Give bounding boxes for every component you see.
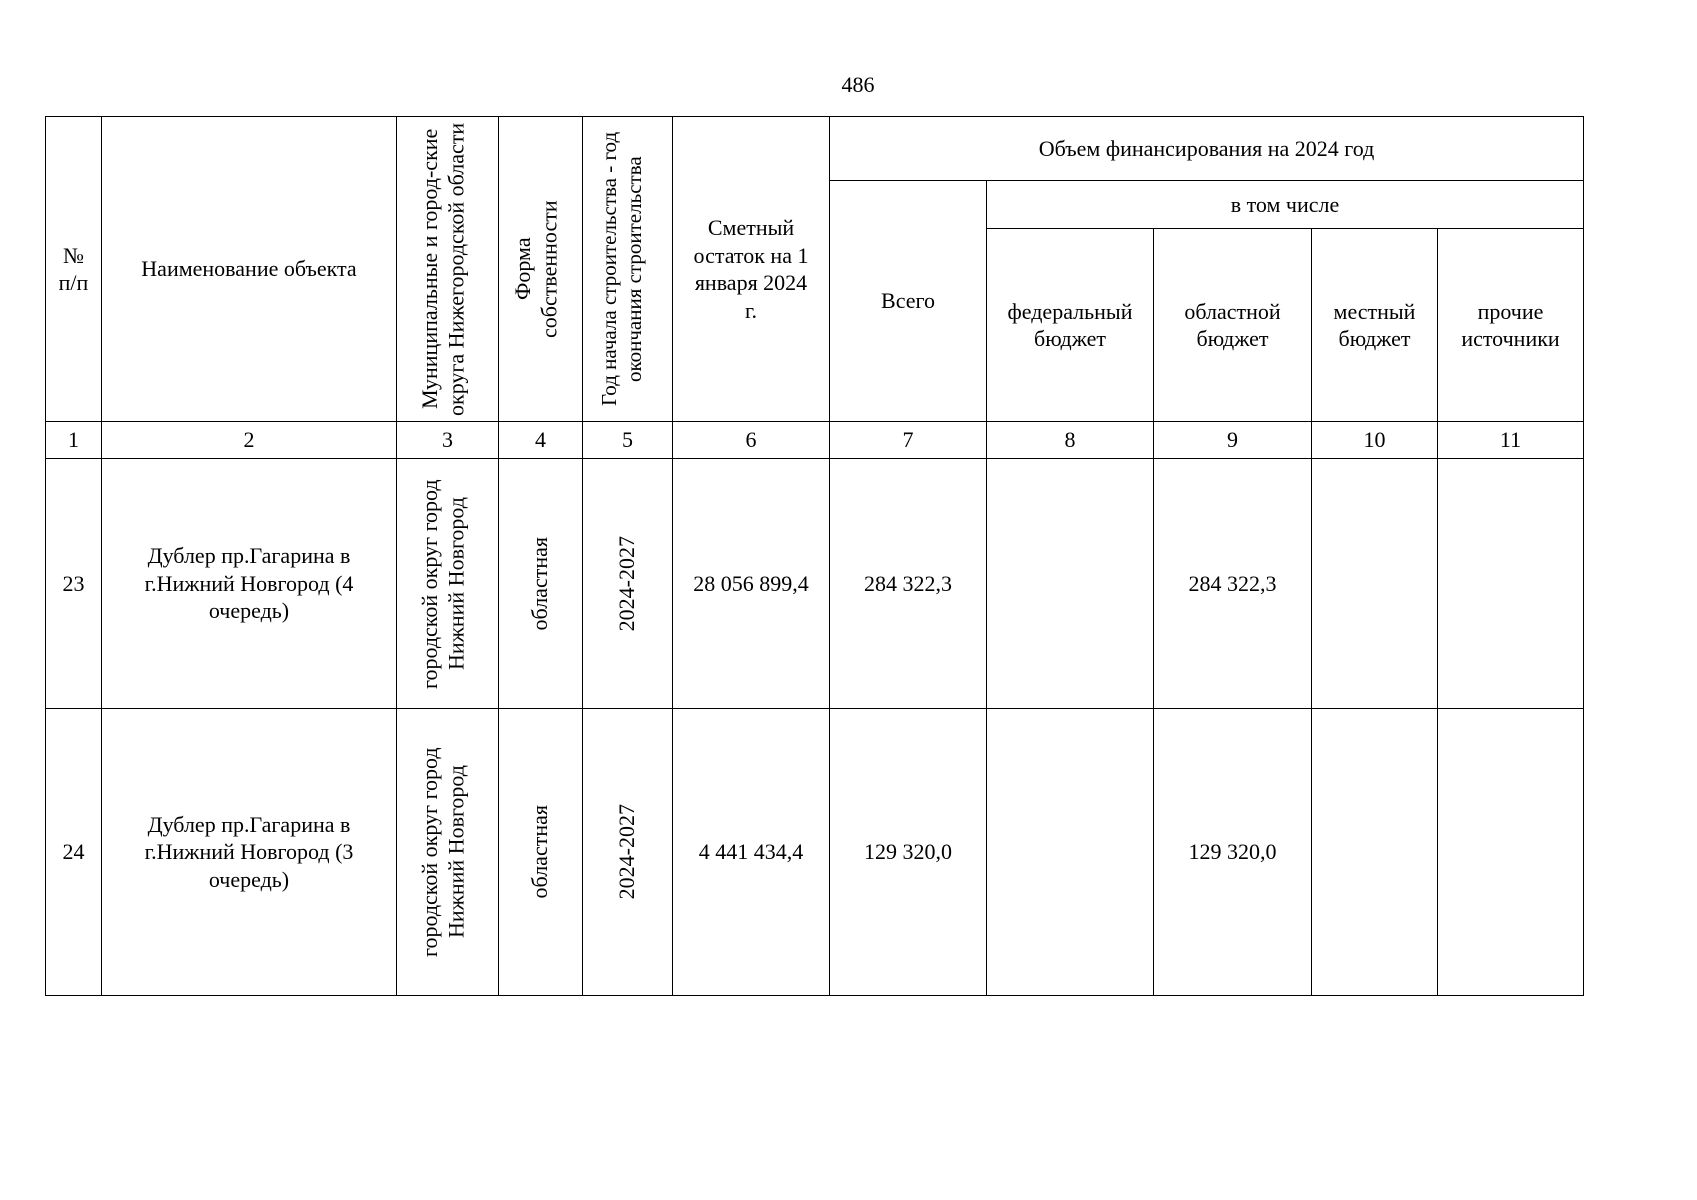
header-total [830,181,987,422]
row-municipality-cell [397,459,499,709]
column-number: 9 [1154,422,1312,459]
column-number: 4 [499,422,583,459]
header-municipality [397,117,499,422]
row-total: 284 322,3 [830,459,987,709]
header-name-label: Наименование объекта [141,256,357,282]
header-num [46,117,102,422]
header-years-label: Год начала строительства - год окончания строительства [596,131,646,407]
header-including-label: в том числе [1230,191,1340,217]
financing-table [45,116,1584,996]
header-ownership [499,117,583,422]
header-municipality-label: Муниципальные и город-ские округа Нижегородской области [416,122,468,416]
header-years [583,117,673,422]
header-federal [987,229,1154,422]
row-name: Дублер пр.Гагарина в г.Нижний Новгород (3 очередь) [102,709,397,996]
header-regional-label: областной бюджет [1184,298,1281,351]
column-number: 8 [987,422,1154,459]
row-years: 2024-2027 [614,535,640,632]
column-number: 3 [397,422,499,459]
row-balance: 4 441 434,4 [673,709,830,996]
row-other [1438,459,1584,709]
column-number: 6 [673,422,830,459]
column-number: 11 [1438,422,1584,459]
column-number: 2 [102,422,397,459]
table-row [46,459,1584,709]
row-local [1312,709,1438,996]
header-regional [1154,229,1312,422]
header-other [1438,229,1584,422]
header-including [987,181,1584,229]
row-ownership-cell [499,459,583,709]
table-row [46,709,1584,996]
header-ownership-label: Форма собственности [509,200,561,338]
header-total-label: Всего [881,288,935,314]
column-number-row [46,422,1584,459]
row-other [1438,709,1584,996]
row-years: 2024-2027 [614,804,640,900]
row-total: 129 320,0 [830,709,987,996]
row-regional: 129 320,0 [1154,709,1312,996]
row-municipality: городской округ город Нижний Новгород [416,478,468,689]
row-years-cell [583,459,673,709]
header-local-label: местный бюджет [1333,298,1416,351]
row-ownership-cell [499,709,583,996]
header-balance [673,117,830,422]
row-ownership: областная [527,805,553,899]
header-federal-label: федеральный бюджет [1007,298,1133,351]
column-number: 5 [583,422,673,459]
row-municipality: городской округ город Нижний Новгород [416,747,468,957]
row-municipality-cell [397,709,499,996]
row-federal [987,709,1154,996]
header-name [102,117,397,422]
column-number: 10 [1312,422,1438,459]
header-funding-group-label: Объем финансирования на 2024 год [1038,135,1375,161]
header-funding-group [830,117,1584,181]
header-local [1312,229,1438,422]
row-federal [987,459,1154,709]
header-other-label: прочие источники [1461,298,1560,351]
row-num: 23 [46,459,102,709]
page-number: 486 [841,72,875,97]
header-balance-label: Сметный остаток на 1 января 2024 г. [693,215,809,323]
header-num-label: № п/п [58,242,89,295]
row-years-cell [583,709,673,996]
row-local [1312,459,1438,709]
row-name: Дублер пр.Гагарина в г.Нижний Новгород (4 очередь) [102,459,397,709]
row-num: 24 [46,709,102,996]
row-ownership: областная [527,536,553,631]
column-number: 7 [830,422,987,459]
row-regional: 284 322,3 [1154,459,1312,709]
column-number: 1 [46,422,102,459]
row-balance: 28 056 899,4 [673,459,830,709]
